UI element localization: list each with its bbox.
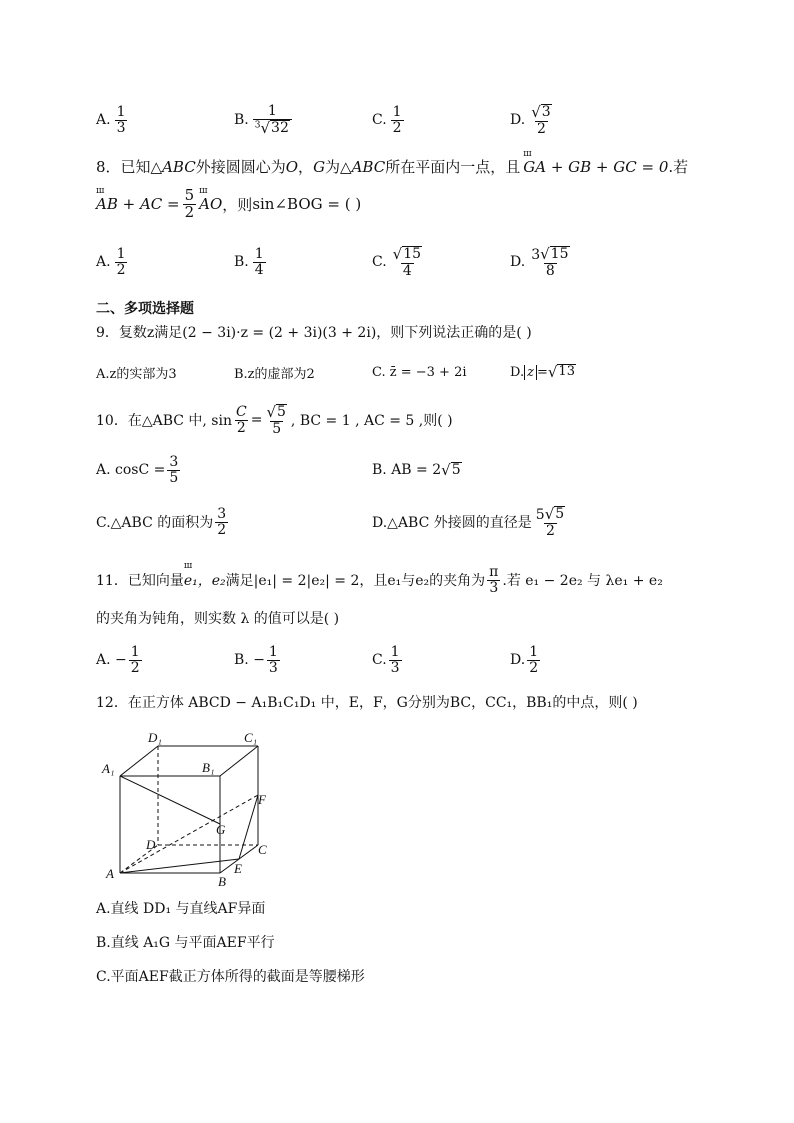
q8-question: sin∠BOG = ( ): [252, 195, 362, 214]
q8-stem-line2: [96, 188, 361, 221]
q9-option-b[interactable]: B.z的虚部为2: [234, 366, 315, 382]
option-label: B. −: [234, 652, 265, 668]
root-index: 3: [254, 119, 261, 130]
q8-text: ，: [298, 158, 314, 176]
radical: [441, 462, 461, 478]
denominator: 2: [392, 119, 402, 136]
fraction: [529, 104, 553, 136]
fraction: [115, 247, 128, 277]
q8-text: 已知△: [120, 158, 163, 176]
coefficient: 5: [535, 506, 545, 523]
denominator: 2: [236, 419, 246, 436]
q12-option-a[interactable]: A.直线 DD₁ 与直线AF异面: [96, 901, 266, 917]
denominator: 8: [545, 262, 555, 279]
radical: [531, 104, 551, 120]
radical-sign-icon: √: [266, 402, 276, 421]
vector: ш AO: [199, 195, 222, 213]
denominator: 2: [184, 202, 195, 221]
q8-option-d[interactable]: [510, 242, 574, 282]
numerator: [529, 246, 571, 263]
denominator: [253, 119, 292, 137]
numerator: C: [235, 403, 247, 420]
option-label: B.: [234, 254, 249, 270]
radicand: 3: [541, 103, 551, 120]
question-number: 8．: [96, 158, 121, 176]
q8-stem-line1: [96, 156, 688, 177]
radicand: 13: [558, 364, 575, 379]
option-label: C.: [372, 652, 387, 668]
numerator: [529, 104, 553, 121]
radical-sign-icon: √: [260, 118, 271, 137]
radical: [548, 364, 576, 380]
denominator: 3: [268, 659, 278, 676]
numerator: 1: [390, 643, 400, 660]
q11-option-c[interactable]: [372, 640, 404, 680]
denominator: 2: [116, 261, 126, 278]
fraction: [253, 247, 266, 277]
radical-sign-icon: √: [547, 363, 558, 381]
numerator: [534, 506, 567, 523]
vector-equation: ш AB + AC =: [96, 195, 180, 213]
denominator: 2: [529, 659, 539, 676]
radical-sign-icon: √: [540, 244, 550, 263]
denominator: 2: [130, 659, 140, 676]
radicand: 5: [555, 505, 565, 522]
label-a1: A₁: [102, 761, 115, 776]
fraction: [267, 645, 280, 675]
radical: [260, 120, 289, 136]
label-b: B: [218, 874, 226, 888]
radicand: 15: [550, 245, 569, 262]
option-text: A. cosC =: [96, 462, 166, 478]
q11-stem-line2: 的夹角为钝角，则实数 λ 的值可以是( ): [96, 611, 340, 627]
triangle-name: ABC: [162, 157, 196, 176]
radical-sign-icon: √: [544, 504, 555, 523]
numerator: 1: [267, 102, 277, 119]
numerator: 1: [116, 103, 126, 120]
modulus: z: [524, 365, 537, 380]
label-c: C: [258, 842, 267, 857]
vector-equation: ш GA + GB + GC = 0: [523, 158, 668, 176]
option-label: C.: [372, 112, 387, 128]
q10-stem: [96, 398, 453, 442]
q11-text: e₁与e₂的夹角为: [387, 573, 486, 589]
q12-stem: 12．在正方体 ABCD − A₁B₁C₁D₁ 中，E，F，G分别为BC，CC₁，BB₁的中点，则( ): [96, 695, 638, 711]
label-c1: C₁: [244, 730, 258, 745]
q9-stem: 9．复数z满足(2 − 3i)·z = (2 + 3i)(3 + 2i)，则下列说法正确的是( ): [96, 325, 532, 341]
q11-text: 11．已知向量: [96, 573, 184, 589]
fraction: [529, 246, 571, 278]
q9-options: [0, 352, 794, 392]
numerator: 1: [130, 643, 140, 660]
numerator: 3: [169, 453, 179, 470]
q8-options: [0, 242, 794, 282]
denominator: 4: [254, 261, 264, 278]
option-label: A. −: [96, 652, 127, 668]
q7-option-d[interactable]: [510, 100, 556, 140]
numerator: 1: [268, 643, 278, 660]
option-label: D.: [510, 652, 526, 668]
q12-option-c[interactable]: C.平面AEF截正方体所得的截面是等腰梯形: [96, 969, 365, 985]
q9-option-c[interactable]: C. z̄ = −3 + 2i: [372, 364, 467, 380]
q8-text: ，则: [222, 195, 253, 214]
radical-sign-icon: √: [531, 102, 541, 121]
label-f: F: [258, 792, 266, 807]
q8-text: 为△: [325, 158, 352, 176]
radical: [266, 404, 286, 420]
denominator: 4: [402, 262, 412, 279]
label-e: E: [234, 861, 242, 876]
option-label: B.: [234, 112, 249, 128]
option-label: C.: [372, 254, 387, 270]
edge-a1d1: [120, 746, 158, 776]
fraction: [487, 565, 500, 595]
q10-option-b[interactable]: [372, 450, 462, 490]
radicand: 32: [271, 119, 289, 136]
fraction: [527, 645, 540, 675]
option-label: A.: [96, 112, 111, 128]
q8-text: .若: [668, 158, 689, 176]
q10-options-row1: [0, 450, 794, 490]
radical: [540, 246, 569, 262]
denominator: 5: [272, 420, 282, 437]
q10-text: , BC = 1 , AC = 5 ,则( ): [290, 413, 453, 429]
q11-text: 满足|e₁| = 2|e₂| = 2，且: [225, 573, 388, 589]
fraction: [534, 506, 567, 538]
denominator: 2: [536, 120, 546, 137]
fraction: [264, 404, 288, 436]
q8-text: 外接圆圆心为: [195, 158, 286, 176]
numerator: 5: [184, 186, 195, 204]
q8-text: 所在平面内一点，且: [385, 158, 521, 176]
q8-option-a[interactable]: [96, 242, 129, 282]
option-text: D.△ABC 外接圆的直径是: [372, 515, 532, 531]
radical-sign-icon: √: [441, 460, 451, 479]
q8-option-b[interactable]: [234, 242, 268, 282]
fraction: [167, 455, 180, 485]
radical-sign-icon: √: [392, 244, 403, 263]
equals: =: [536, 364, 548, 380]
q12-option-b[interactable]: B.直线 A₁G 与平面AEF平行: [96, 935, 275, 951]
point-name: O: [285, 157, 299, 176]
coefficient: 3: [531, 246, 541, 263]
label-g: G: [216, 822, 226, 837]
q9-option-a[interactable]: A.z的实部为3: [96, 366, 177, 382]
q11-text: .若 e₁ − 2e₂ 与 λe₁ + e₂: [502, 573, 663, 589]
q7-options: [0, 100, 794, 140]
q11-stem-line1: [96, 560, 663, 600]
numerator: 1: [529, 643, 539, 660]
label-d1: D₁: [148, 730, 162, 745]
option-label: D.: [510, 254, 526, 270]
fraction: [389, 645, 402, 675]
label-b1: B₁: [202, 760, 215, 775]
q11-option-a[interactable]: [96, 640, 144, 680]
fraction: [253, 104, 292, 136]
label-d: D: [146, 837, 156, 852]
q10-options-row2: [0, 502, 794, 542]
q11-option-d[interactable]: [510, 640, 542, 680]
q7-option-b[interactable]: [234, 100, 294, 140]
fraction: [391, 246, 424, 278]
numerator: 3: [217, 505, 227, 522]
numerator: 1: [392, 103, 402, 120]
point-name: G: [313, 157, 326, 176]
label-a: A: [106, 866, 114, 881]
numerator: π: [489, 563, 499, 580]
q9-option-d[interactable]: [510, 352, 576, 392]
option-label: A.: [96, 254, 111, 270]
fraction: [391, 105, 404, 135]
q7-option-a[interactable]: [96, 100, 129, 140]
radicand: 5: [451, 461, 461, 478]
denominator: 5: [169, 469, 179, 486]
segment-ef: [239, 795, 258, 859]
denominator: 2: [546, 522, 555, 539]
q10-option-c[interactable]: [96, 502, 230, 542]
denominator: 3: [116, 119, 126, 136]
vector: ш e₁，e₂: [184, 570, 226, 590]
q8-option-c[interactable]: [372, 242, 426, 282]
option-text: C.△ABC 的面积为: [96, 515, 214, 531]
q11-option-b[interactable]: [234, 640, 282, 680]
fraction: [215, 507, 228, 537]
radical: [393, 246, 422, 262]
numerator: 1: [254, 245, 264, 262]
fraction: [234, 405, 249, 435]
q10-text: 10．在△ABC 中, sin: [96, 413, 232, 429]
fraction: [129, 645, 142, 675]
q11-options: [0, 640, 794, 680]
segment-ae: [120, 859, 239, 873]
numerator: [391, 246, 424, 263]
q7-option-c[interactable]: [372, 100, 406, 140]
option-label: D.: [510, 112, 526, 128]
fraction: [115, 105, 128, 135]
fraction: [183, 188, 197, 221]
option-text: B. AB = 2: [372, 462, 442, 478]
edge-b1c1: [220, 746, 258, 776]
cube-figure: [96, 728, 286, 888]
radicand: 15: [403, 245, 422, 262]
q10-option-a[interactable]: [96, 450, 182, 490]
radicand: 5: [277, 403, 286, 420]
triangle-name: ABC: [351, 157, 386, 176]
segment-a1g: [120, 776, 220, 824]
denominator: 3: [489, 579, 499, 596]
numerator: 1: [116, 245, 126, 262]
radical: [545, 506, 565, 522]
denominator: 2: [217, 521, 227, 538]
q10-option-d[interactable]: [372, 502, 569, 542]
equals: =: [250, 412, 263, 428]
section-title: 二、多项选择题: [96, 301, 194, 317]
denominator: 3: [390, 659, 400, 676]
numerator: [264, 404, 288, 421]
option-label: D.: [510, 364, 525, 380]
